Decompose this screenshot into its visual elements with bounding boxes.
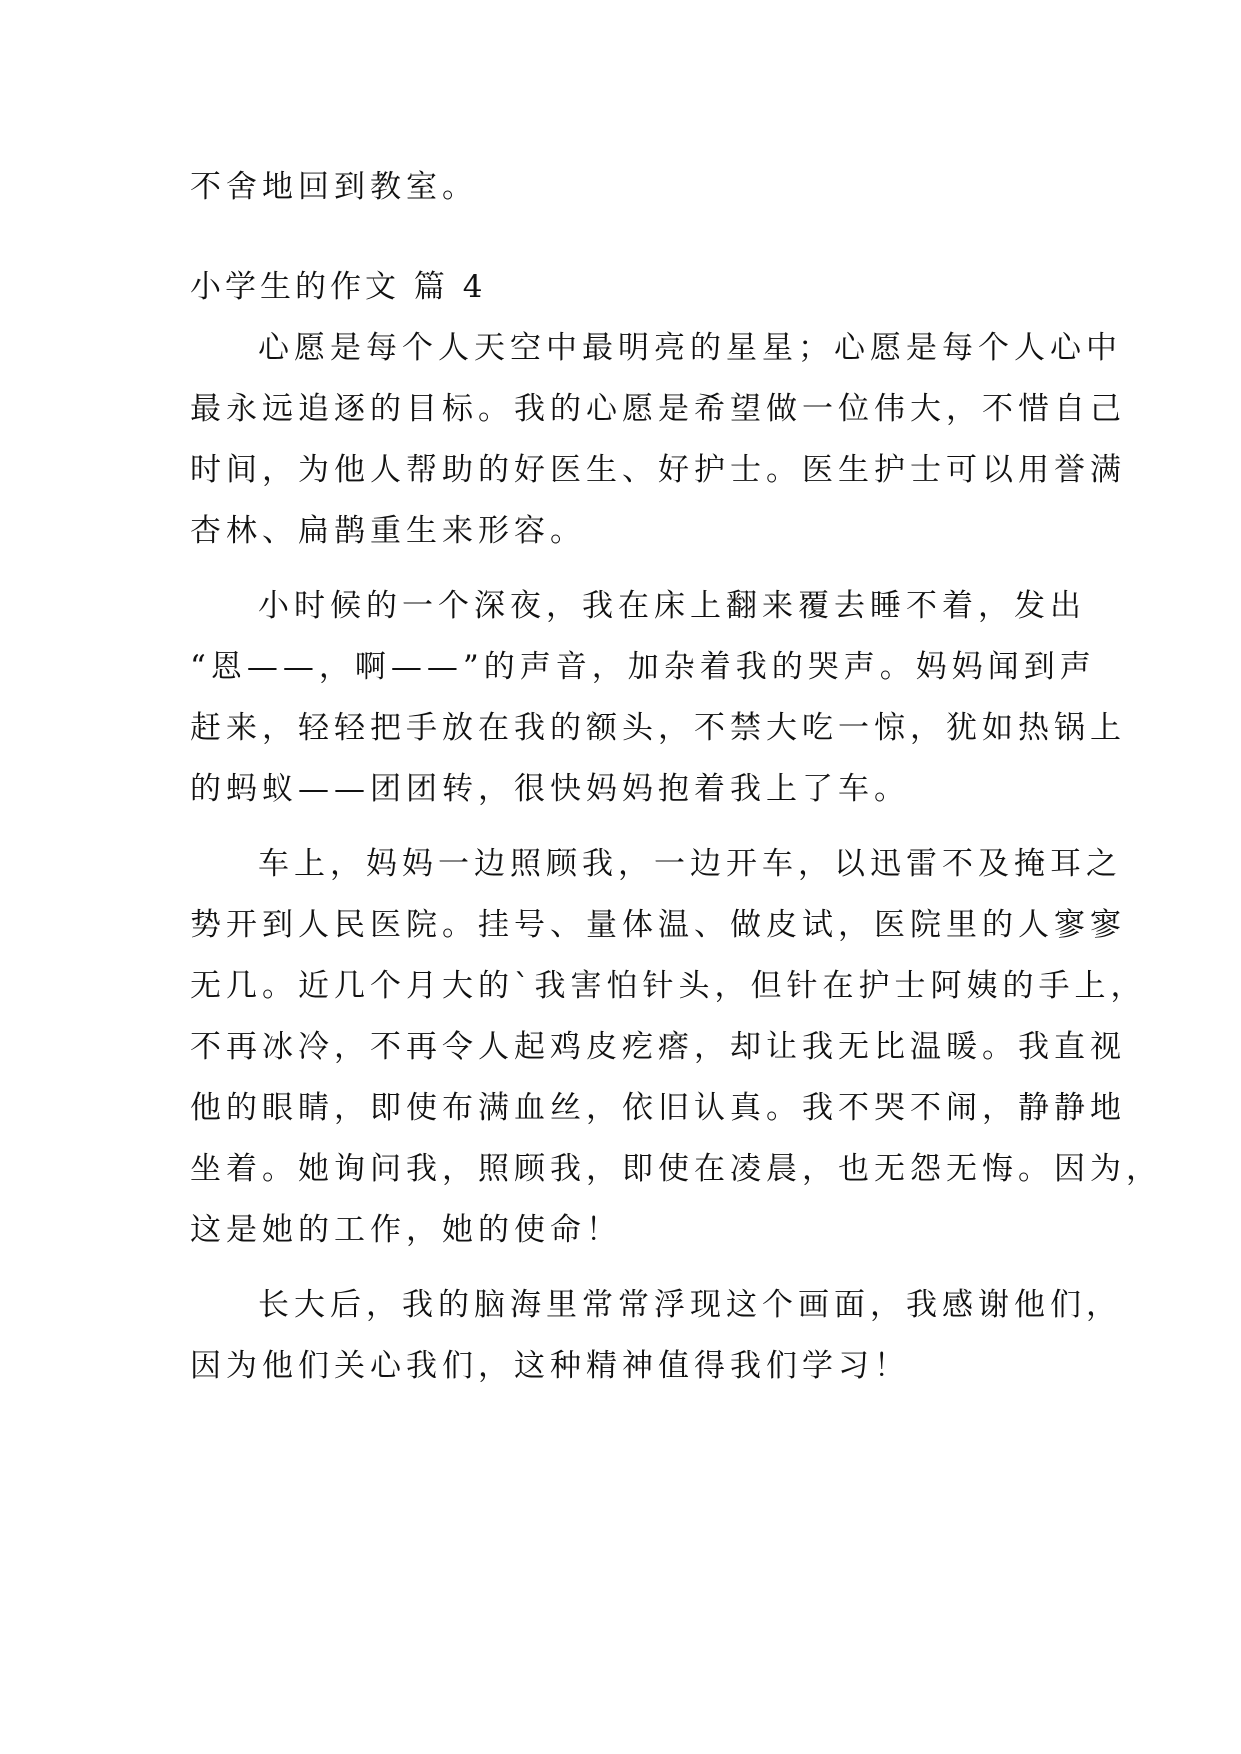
paragraph-1: [190, 318, 1126, 562]
opening-line: 不舍地回到教室。: [190, 169, 478, 205]
paragraph-line: 最永远追逐的目标。我的心愿是希望做一位伟大，不惜自己: [190, 391, 1126, 427]
paragraph-line: “恩——，啊——”的声音，加杂着我的哭声。妈妈闻到声: [190, 649, 1096, 685]
paragraph-line: 赶来，轻轻把手放在我的额头，不禁大吃一惊，犹如热锅上: [190, 710, 1126, 746]
paragraph-2: [190, 576, 1126, 820]
paragraph-line: 小时候的一个深夜，我在床上翻来覆去睡不着，发出: [258, 588, 1086, 624]
paragraph-line: 的蚂蚁——团团转，很快妈妈抱着我上了车。: [190, 771, 910, 807]
paragraph-line: 他的眼睛，即使布满血丝，依旧认真。我不哭不闹，静静地: [190, 1090, 1126, 1126]
document-content: [190, 157, 1162, 1397]
spacer: [190, 820, 1070, 834]
spacer: [190, 562, 1070, 576]
paragraph-line: 时间，为他人帮助的好医生、好护士。医生护士可以用誉满: [190, 452, 1126, 488]
paragraph-line: 长大后，我的脑海里常常浮现这个画面，我感谢他们，: [258, 1287, 1122, 1323]
spacer: [190, 218, 1070, 257]
spacer: [190, 1261, 1070, 1275]
paragraph-3: [190, 834, 1162, 1261]
paragraph-line: 无几。近几个月大的`我害怕针头，但针在护士阿姨的手上，: [190, 968, 1147, 1004]
paragraph-line: 心愿是每个人天空中最明亮的星星；心愿是每个人心中: [258, 330, 1122, 366]
paragraph-line: 因为他们关心我们，这种精神值得我们学习！: [190, 1348, 910, 1384]
section-title: 小学生的作文 篇 4: [190, 269, 487, 305]
paragraph-line: 车上，妈妈一边照顾我，一边开车，以迅雷不及掩耳之: [258, 846, 1122, 882]
paragraph-4: [190, 1275, 1122, 1397]
paragraph-line: 不再冰冷，不再令人起鸡皮疙瘩，却让我无比温暖。我直视: [190, 1029, 1126, 1065]
paragraph-line: 坐着。她询问我，照顾我，即使在凌晨，也无怨无悔。因为，: [190, 1151, 1162, 1187]
paragraph-line: 势开到人民医院。挂号、量体温、做皮试，医院里的人寥寥: [190, 907, 1126, 943]
paragraph-line: 这是她的工作，她的使命！: [190, 1212, 622, 1248]
paragraph-line: 杏林、扁鹊重生来形容。: [190, 513, 586, 549]
